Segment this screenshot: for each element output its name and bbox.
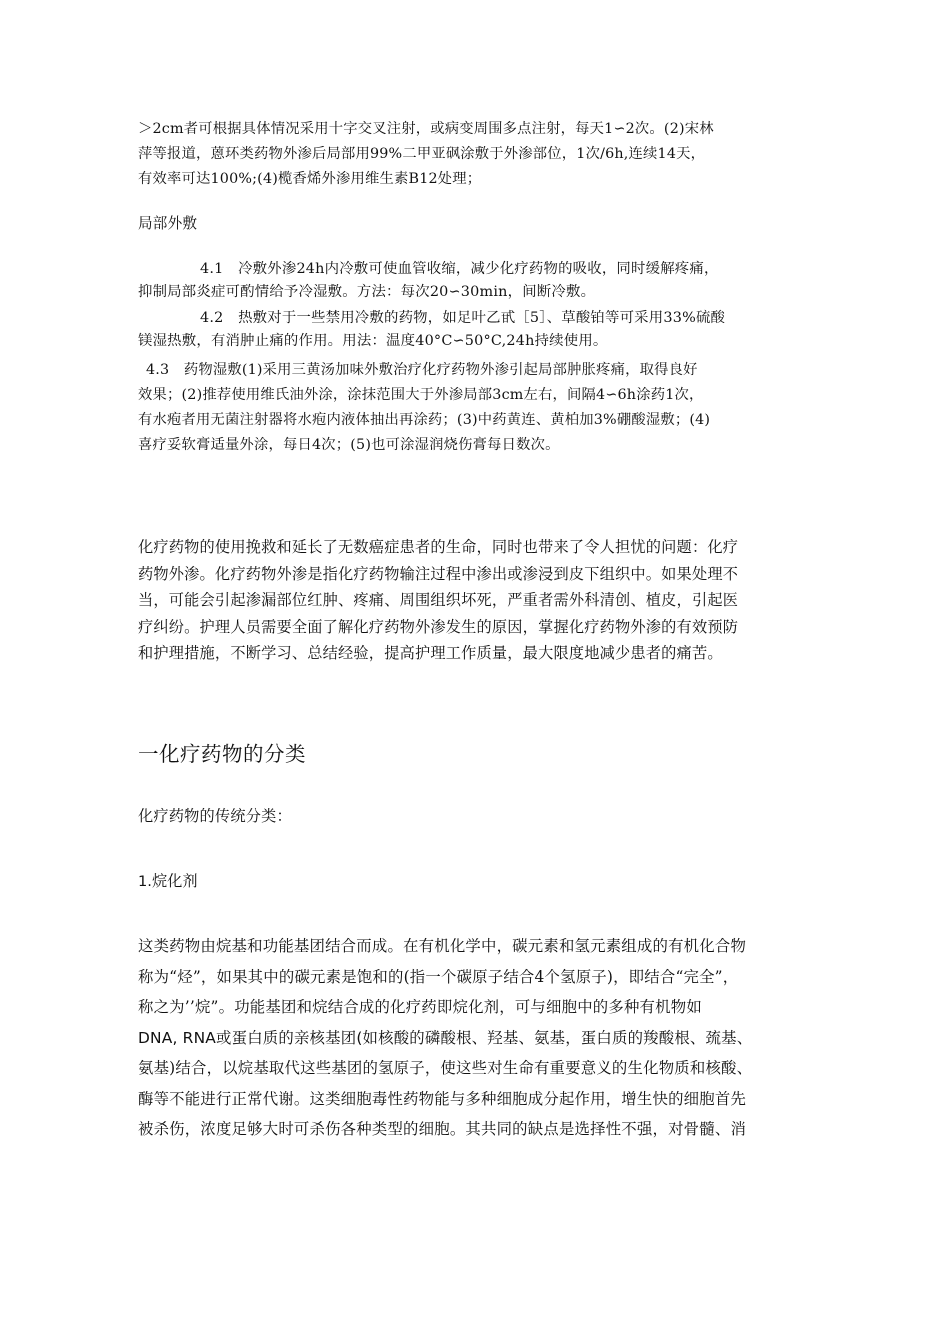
text-line: 和护理措施，不断学习、总结经验，提高护理工作质量，最大限度地减少患者的痛苦。 xyxy=(138,644,723,662)
text-line: 称为“烃”，如果其中的碳元素是饱和的(指一个碳原子结合4个氢原子)，即结合“完全”， xyxy=(138,967,739,986)
paragraph-item-4-3 xyxy=(138,358,822,458)
text-line: 镁湿热敷，有消肿止痛的作用。用法：温度40°C∽50°C,24h持续使用。 xyxy=(138,333,608,349)
text-line: 这类药物由烷基和功能基团结合而成。在有机化学中，碳元素和氢元素组成的有机化合物 xyxy=(138,937,747,955)
subsection-label: 烷化剂 xyxy=(151,872,198,890)
subtitle-traditional-classification: 化疗药物的传统分类： xyxy=(138,807,292,825)
text-line: 效果；(2)推荐使用维氏油外涂，涂抹范围大于外渗局部3cm左右，间隔4∽6h涂药1次， xyxy=(138,387,704,403)
section-title: 一化疗药物的分类 xyxy=(138,742,306,766)
paragraph-introduction xyxy=(138,534,822,667)
text-line: 被杀伤，浓度足够大时可杀伤各种类型的细胞。其共同的缺点是选择性不强，对骨髓、消 xyxy=(138,1120,747,1138)
text-line: 氨基)结合，以烷基取代这些基团的氢原子，使这些对生命有重要意义的生化物质和核酸、 xyxy=(138,1059,753,1077)
heading-local-compress: 局部外敷 xyxy=(138,215,198,232)
text-line: ＞2cm者可根据具体情况采用十字交叉注射，或病变周围多点注射，每天1∽2次。(2)宋林 xyxy=(138,121,714,137)
text-line: 药物外渗。化疗药物外渗是指化疗药物输注过程中渗出或渗浸到皮下组织中。如果处理不 xyxy=(138,564,739,583)
text-line: 称之为’’烷”。功能基团和烷结合成的化疗药即烷化剂，可与细胞中的多种有机物如 xyxy=(138,998,702,1016)
text-line: 抑制局部炎症可酌情给予冷湿敷。方法：每次20∽30min，间断冷敷。 xyxy=(138,284,596,300)
text-line: DNA, RNA或蛋白质的亲核基团(如核酸的磷酸根、羟基、氨基，蛋白质的羧酸根、巯基、 xyxy=(138,1028,753,1047)
text-line: 化疗药物的使用挽救和延长了无数癌症患者的生命，同时也带来了令人担忧的问题：化疗 xyxy=(138,538,739,556)
text-line: 酶等不能进行正常代谢。这类细胞毒性药物能与多种细胞成分起作用，增生快的细胞首先 xyxy=(138,1089,747,1108)
paragraph-alkylating-agents xyxy=(138,931,822,1145)
paragraph-item-4-2 xyxy=(138,307,822,353)
text-line: 4.2 热敷对于一些禁用冷敷的药物，如足叶乙甙［5］、草酸铂等可采用33%硫酸 xyxy=(200,310,726,326)
text-line: 疗纠纷。护理人员需要全面了解化疗药物外渗发生的原因，掌握化疗药物外渗的有效预防 xyxy=(138,617,739,636)
subsection-number: 1. xyxy=(138,873,152,890)
text-line: 4.3 药物湿敷(1)采用三黄汤加味外敷治疗化疗药物外渗引起局部肿胀疼痛，取得良好 xyxy=(146,362,698,378)
paragraph-treatment-continued xyxy=(138,117,822,192)
text-line: 4.1 冷敷外渗24h内冷敷可使血管收缩，减少化疗药物的吸收，同时缓解疼痛， xyxy=(200,261,719,277)
text-line: 喜疗妥软膏适量外涂，每日4次；(5)也可涂湿润烧伤膏每日数次。 xyxy=(138,437,560,453)
subsection-heading-alkylating-agents xyxy=(138,870,198,891)
paragraph-item-4-1 xyxy=(138,258,822,304)
text-line: 有效率可达100%;(4)榄香烯外渗用维生素B12处理； xyxy=(138,171,482,187)
text-line: 当，可能会引起渗漏部位红肿、疼痛、周围组织坏死，严重者需外科清创、植皮，引起医 xyxy=(138,591,739,609)
text-line: 萍等报道，蒽环类药物外渗后局部用99%二甲亚砜涂敷于外渗部位，1次/6h,连续14天， xyxy=(138,146,706,162)
text-line: 有水疱者用无菌注射器将水疱内液体抽出再涂药；(3)中药黄连、黄柏加3%硼酸湿敷；(4) xyxy=(138,412,711,428)
